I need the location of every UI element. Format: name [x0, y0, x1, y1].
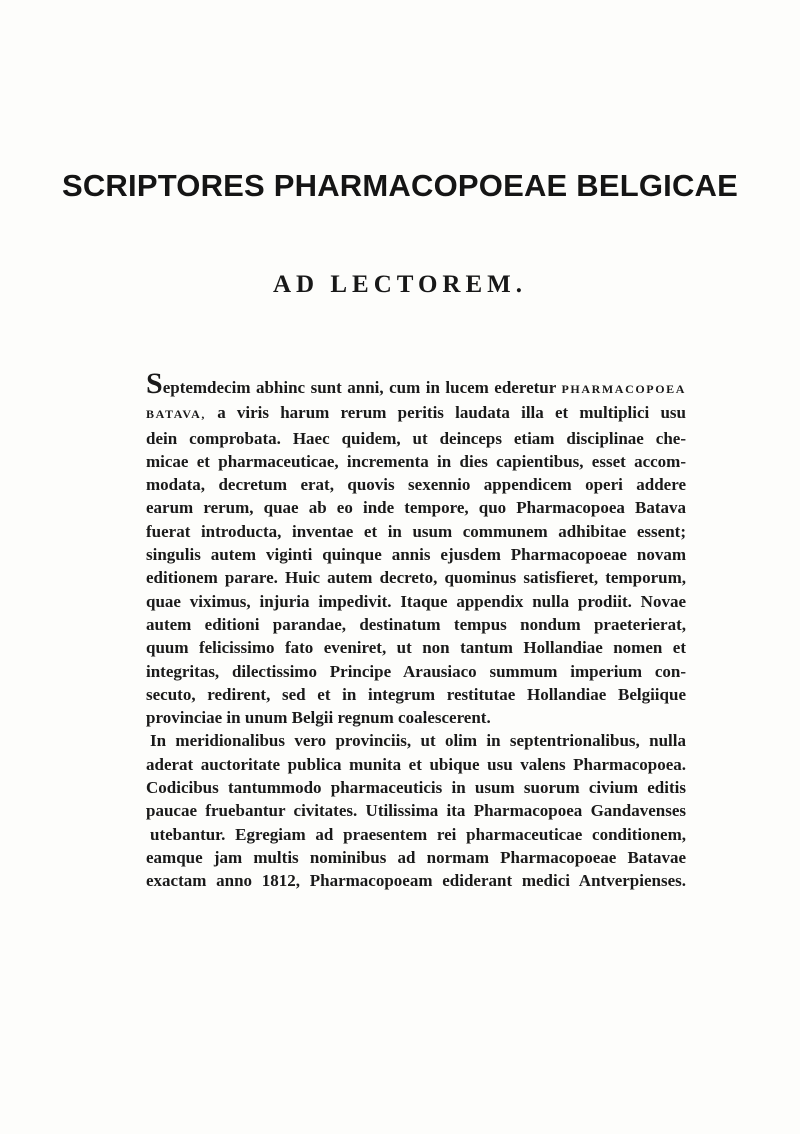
text-line: paucae fruebantur civitates. Utilissima ita Pharmacopoea Gandavenses	[146, 801, 686, 821]
text-line: In meridionalibus vero provinciis, ut olim in septentrionalibus, nulla	[150, 731, 686, 751]
text-line: secuto, redirent, sed et in integrum restitutae Hollandiae Belgiique	[146, 684, 686, 704]
text-line: singulis autem viginti quinque annis ejusdem Pharmacopoeae novam	[146, 545, 686, 565]
text-line: dein comprobata. Haec quidem, ut deinceps etiam disciplinae che-	[146, 428, 686, 448]
text-line: earum rerum, quae ab eo inde tempore, quo Pharmacopoea Batava	[146, 498, 686, 518]
section-heading: AD LECTOREM.	[272, 271, 527, 298]
text-line: Codicibus tantummodo pharmaceuticis in usum suorum civium editis	[146, 778, 686, 798]
text-line: fuerat introducta, inventae et in usum communem adhibitae essent;	[146, 521, 686, 541]
running-header: SCRIPTORES PHARMACOPOEAE BELGICAE	[61, 168, 739, 203]
small-caps-title: PHARMACOPOEA	[561, 382, 687, 396]
text-line: autem editioni parandae, destinatum tempus nondum praeterierat,	[146, 614, 686, 634]
text-line: quum felicissimo fato eveniret, ut non tantum Hollandiae nomen et	[146, 638, 686, 658]
drop-cap: S	[146, 367, 163, 400]
text-line: eamque jam multis nominibus ad normam Pharmacopoeae Batavae	[146, 847, 686, 867]
text-line: utebantur. Egregiam ad praesentem rei pharmaceuticae conditionem,	[150, 824, 686, 844]
text-line: aderat auctoritate publica munita et ubique usu valens Pharmacopoea.	[146, 754, 686, 774]
text-line: modata, decretum erat, quovis sexennio appendicem operi addere	[146, 475, 686, 495]
text-line	[146, 367, 687, 401]
text-line: provinciae in unum Belgii regnum coalescerent.	[146, 708, 491, 728]
body-text	[146, 367, 687, 893]
text-line	[146, 401, 686, 426]
text-line: exactam anno 1812, Pharmacopoeam ediderant medici Antverpienses.	[146, 871, 686, 891]
text-line: integritas, dilectissimo Principe Arausiaco summum imperium con-	[146, 661, 686, 681]
text-span: eptemdecim abhinc sunt anni, cum in lucem ederetur	[162, 378, 556, 397]
text-line: quae viximus, injuria impedivit. Itaque appendix nulla prodiit. Novae	[146, 591, 686, 611]
text-line: micae et pharmaceuticae, incrementa in dies capientibus, esset accom-	[146, 451, 686, 471]
text-line: editionem parare. Huic autem decreto, quominus satisfieret, temporum,	[146, 568, 686, 588]
text-span: a viris harum rerum peritis laudata illa et multiplici usu	[217, 403, 686, 423]
small-caps-title: BATAVA,	[146, 407, 206, 422]
